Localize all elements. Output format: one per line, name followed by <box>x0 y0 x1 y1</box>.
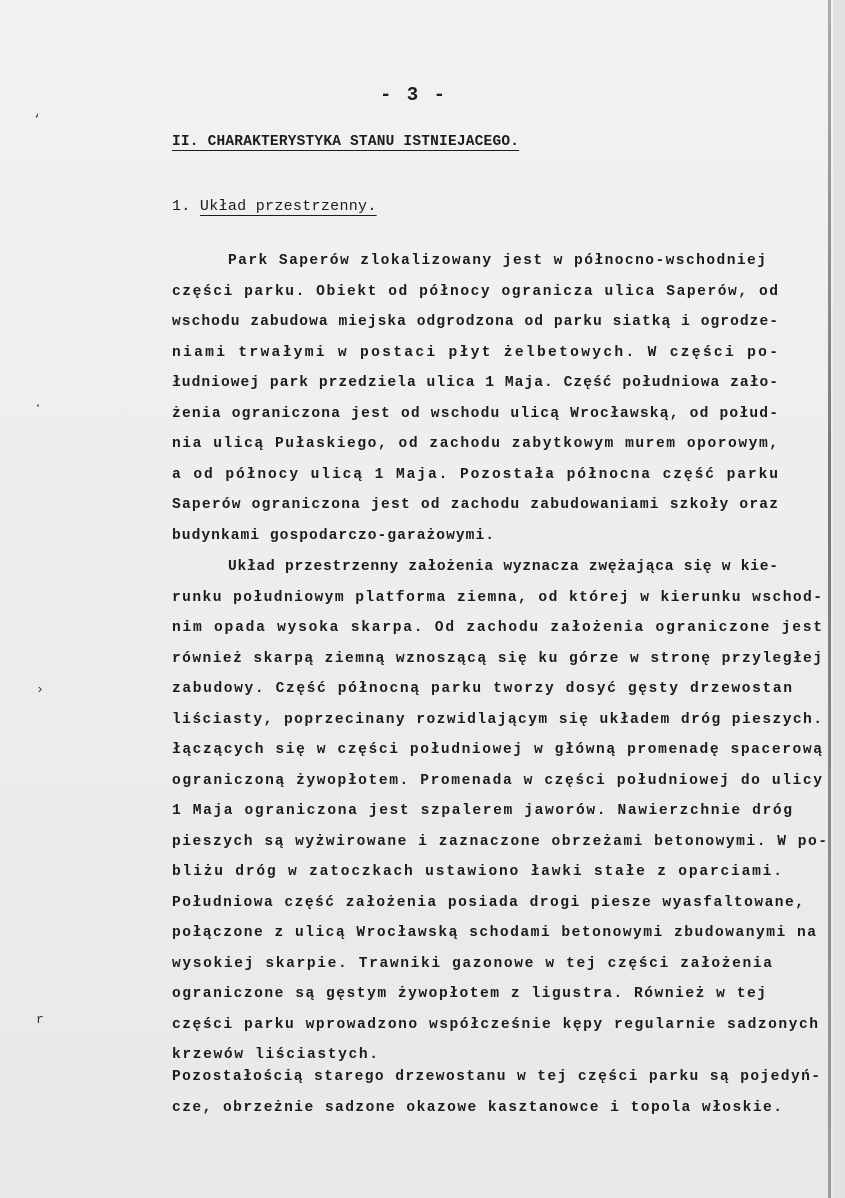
section-heading <box>172 198 377 215</box>
paper-edge <box>828 0 831 1198</box>
text-line: krzewów liściastych. <box>172 1047 380 1063</box>
text-line: żenia ograniczona jest od wschodu ulicą Wrocławską, od połud- <box>172 405 780 422</box>
text-line: nim opada wysoka skarpa. Od zachodu założenia ograniczone jest <box>172 620 824 636</box>
text-line: zabudowy. Część północną parku tworzy dosyć gęsty drzewostan <box>172 681 794 697</box>
text-line: bliżu dróg w zatoczkach ustawiono ławki stałe z oparciami. <box>172 864 784 880</box>
text-line: runku południowym platforma ziemna, od której w kierunku wschod- <box>172 589 824 606</box>
margin-mark: r <box>36 1012 44 1027</box>
text-line: pieszych są wyżwirowane i zaznaczone obrzeżami betonowymi. W po- <box>172 833 829 850</box>
text-line: budynkami gospodarczo-garażowymi. <box>172 527 496 544</box>
scan-margin <box>833 0 845 1198</box>
text-line: Południowa część założenia posiada drogi piesze wyasfaltowane, <box>172 894 806 911</box>
text-line: części parku wprowadzono współcześnie kępy regularnie sadzonych <box>172 1016 820 1033</box>
text-line: połączone z ulicą Wrocławską schodami betonowymi zbudowanymi na <box>172 925 818 941</box>
text-line: 1 Maja ograniczona jest szpalerem jaworów. Nawierzchnie dróg <box>172 803 794 819</box>
text-line: wysokiej skarpie. Trawniki gazonowe w tej części założenia <box>172 955 774 972</box>
text-line: łączących się w części południowej w główną promenadę spacerową <box>172 742 824 758</box>
text-line: Park Saperów zlokalizowany jest w północno-wschodniej <box>228 253 768 269</box>
text-line: liściasty, poprzecinany rozwidlającym się układem dróg pieszych. <box>172 711 824 728</box>
text-line: ograniczoną żywopłotem. Promenada w części południowej do ulicy <box>172 772 824 789</box>
text-line: ograniczone są gęstym żywopłotem z ligustra. Również w tej <box>172 986 768 1002</box>
text-line: Saperów ograniczona jest od zachodu zabudowaniami szkoły oraz <box>172 497 780 513</box>
text-line: łudniowej park przedziela ulica 1 Maja. Część południowa zało- <box>172 375 780 391</box>
margin-mark: · <box>34 398 42 413</box>
margin-mark: › <box>36 682 44 697</box>
section-title: Układ przestrzenny. <box>199 198 377 215</box>
text-line: wschodu zabudowa miejska odgrodzona od parku siatką i ogrodze- <box>172 314 780 330</box>
text-line: niami trwałymi w postaci płyt żelbetowych. W części po- <box>172 344 781 361</box>
margin-mark: ‘ <box>33 112 41 127</box>
text-line: a od północy ulicą 1 Maja. Pozostała północna część parku <box>172 466 780 483</box>
chapter-heading: II. CHARAKTERYSTYKA STANU ISTNIEJACEGO. <box>172 134 520 150</box>
text-line: nia ulicą Pułaskiego, od zachodu zabytkowym murem oporowym, <box>172 436 780 452</box>
text-line: cze, obrzeżnie sadzone okazowe kasztanowce i topola włoskie. <box>172 1099 784 1116</box>
text-line: Pozostałością starego drzewostanu w tej części parku są pojedyń- <box>172 1069 822 1085</box>
text-line: również skarpą ziemną wznoszącą się ku górze w stronę przyległej <box>172 650 824 667</box>
text-line: Układ przestrzenny założenia wyznacza zwężająca się w kie- <box>228 559 779 575</box>
text-line: części parku. Obiekt od północy ogranicza ulica Saperów, od <box>172 283 780 300</box>
section-number: 1. <box>172 198 191 215</box>
page-number: - 3 - <box>380 84 448 106</box>
